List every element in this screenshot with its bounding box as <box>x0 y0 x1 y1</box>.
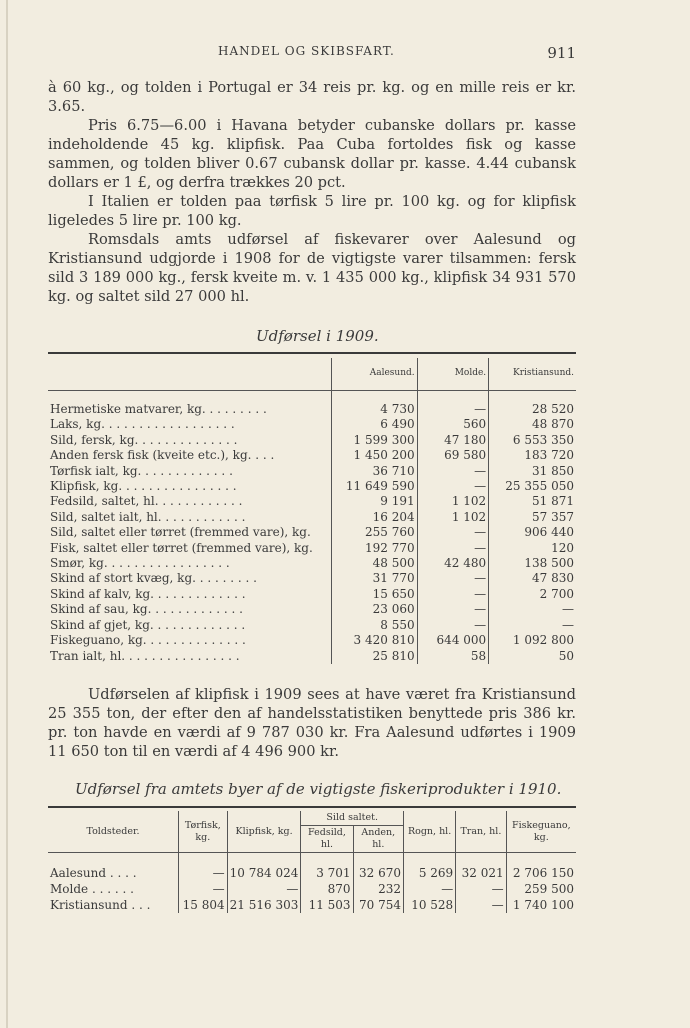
molde-value: 1 102 <box>417 510 489 525</box>
molde-value: — <box>417 479 489 494</box>
aalesund-value: 48 500 <box>331 556 417 571</box>
klipfisk-value: 10 784 024 <box>227 853 301 882</box>
kristiansund-value: 906 440 <box>489 525 576 540</box>
table1-row <box>48 556 576 571</box>
kristiansund-value: 183 720 <box>489 448 576 463</box>
col-sild-saltet: Sild saltet. <box>301 811 404 826</box>
kristiansund-value: 48 870 <box>489 417 576 432</box>
table2-header-row-1 <box>48 811 576 826</box>
molde-value: 1 102 <box>417 494 489 509</box>
molde-value: 560 <box>417 417 489 432</box>
paragraph-4: Romsdals amts udførsel af fiskevarer over Aalesund og Kristiansund udgjorde i 1908 for de vigtigste varer tilsammen: fersk sild 3 189 000 kg., fersk kveite m. v. 1 435 000 kg., klipfisk 34 931 570 kg. og saltet sild 27 000 hl. <box>48 231 576 305</box>
kristiansund-value: 138 500 <box>489 556 576 571</box>
molde-value: 42 480 <box>417 556 489 571</box>
col-kristiansund: Kristiansund. <box>489 358 576 391</box>
row-label: Skind af sau, kg. . . . . . . . . . . . . <box>50 602 243 617</box>
rogn-value: — <box>404 881 456 897</box>
table1-label-header <box>48 358 331 391</box>
anden-value: 232 <box>353 881 403 897</box>
row-label: Sild, saltet ialt, hl. . . . . . . . . . . . <box>50 509 246 524</box>
place-name: Kristiansund . . . <box>50 898 151 912</box>
tran-value: 32 021 <box>456 853 506 882</box>
table1-row <box>48 587 576 602</box>
table1-row <box>48 417 576 432</box>
aalesund-value: 192 770 <box>331 541 417 556</box>
table1-row <box>48 541 576 556</box>
row-label: Klipfisk, kg. . . . . . . . . . . . . . . . <box>50 479 237 494</box>
table2-caption: Udførsel fra amtets byer af de vigtigste fiskeriprodukter i 1910. <box>75 780 562 798</box>
table2-row <box>48 881 576 897</box>
aalesund-value: 4 730 <box>331 391 417 418</box>
aalesund-value: 8 550 <box>331 618 417 633</box>
col-rogn: Rogn, hl. <box>404 811 456 853</box>
page-number: 911 <box>547 44 576 62</box>
rogn-value: 10 528 <box>404 897 456 913</box>
kristiansund-value: 31 850 <box>489 464 576 479</box>
col-toldsteder: Toldsteder. <box>86 825 140 837</box>
row-label: Tran ialt, hl. . . . . . . . . . . . . . . . <box>50 648 240 663</box>
page-edge <box>6 0 8 1028</box>
paragraph-5: Udførselen af klipfisk i 1909 sees at have været fra Kristiansund 25 355 ton, der efter den af handelsstatistiken benyttede pris 386 kr. pr. ton havde en værdi af 9 787 030 kr. Fra Aalesund udførtes i 1909 11 650 ton til en værdi af 4 496 900 kr. <box>48 686 576 760</box>
molde-value: — <box>417 587 489 602</box>
table2-row <box>48 897 576 913</box>
molde-value: — <box>417 618 489 633</box>
kristiansund-value: 1 092 800 <box>489 633 576 648</box>
tran-value: — <box>456 881 506 897</box>
row-label: Fedsild, saltet, hl. . . . . . . . . . . . <box>50 494 243 509</box>
aalesund-value: 23 060 <box>331 602 417 617</box>
klipfisk-value: 21 516 303 <box>227 897 301 913</box>
col-fiskeguano: Fiskeguano, kg. <box>506 811 576 853</box>
kristiansund-value: 57 357 <box>489 510 576 525</box>
export-table-1909 <box>48 358 576 664</box>
aalesund-value: 11 649 590 <box>331 479 417 494</box>
kristiansund-value: — <box>489 602 576 617</box>
table1-row <box>48 448 576 463</box>
table1-row <box>48 618 576 633</box>
col-molde: Molde. <box>417 358 489 391</box>
kristiansund-value: 120 <box>489 541 576 556</box>
aalesund-value: 15 650 <box>331 587 417 602</box>
aalesund-value: 31 770 <box>331 571 417 586</box>
row-label: Skind af gjet, kg. . . . . . . . . . . . . <box>50 617 246 632</box>
fiskeguano-value: 259 500 <box>506 881 576 897</box>
kristiansund-value: — <box>489 618 576 633</box>
place-name: Molde . . . . . . <box>50 882 134 896</box>
row-label: Tørfisk ialt, kg. . . . . . . . . . . . . <box>50 463 233 478</box>
molde-value: — <box>417 571 489 586</box>
paragraph-3: I Italien er tolden paa tørfisk 5 lire pr. 100 kg. og for klipfisk ligeledes 5 lire pr. 100 kg. <box>48 193 576 229</box>
table1-row <box>48 571 576 586</box>
aalesund-value: 3 420 810 <box>331 633 417 648</box>
row-label: Sild, saltet eller tørret (fremmed vare), kg. <box>50 525 311 540</box>
paragraph-2: Pris 6.75—6.00 i Havana betyder cubanske dollars pr. kasse indeholdende 45 kg. klipfisk. Paa Cuba fortoldes fisk og kasse sammen, og tolden bliver 0.67 cubansk dollar pr. kasse. 4.44 cubansk dollars er 1 £, og derfra trækkes 20 pct. <box>48 117 576 191</box>
aalesund-value: 9 191 <box>331 494 417 509</box>
table1-row <box>48 479 576 494</box>
rogn-value: 5 269 <box>404 853 456 882</box>
paragraph-1: à 60 kg., og tolden i Portugal er 34 reis pr. kg. og en mille reis er kr. 3.65. <box>48 79 576 115</box>
table1-row <box>48 464 576 479</box>
molde-value: 69 580 <box>417 448 489 463</box>
row-label: Skind af kalv, kg. . . . . . . . . . . . . <box>50 586 246 601</box>
torfisk-value: — <box>178 881 227 897</box>
klipfisk-text <box>48 685 576 761</box>
fiskeguano-value: 1 740 100 <box>506 897 576 913</box>
intro-text <box>48 78 576 306</box>
fedsild-value: 3 701 <box>301 853 353 882</box>
aalesund-value: 25 810 <box>331 649 417 664</box>
molde-value: 47 180 <box>417 433 489 448</box>
fedsild-value: 870 <box>301 881 353 897</box>
table1-header-row <box>48 358 576 391</box>
aalesund-value: 1 450 200 <box>331 448 417 463</box>
kristiansund-value: 28 520 <box>489 391 576 418</box>
row-label: Laks, kg. . . . . . . . . . . . . . . . . . <box>50 417 235 432</box>
table2-row <box>48 853 576 882</box>
table1-row <box>48 433 576 448</box>
row-label: Hermetiske matvarer, kg. . . . . . . . . <box>50 402 267 416</box>
col-torfisk: Tørfisk, kg. <box>178 811 227 853</box>
molde-value: 58 <box>417 649 489 664</box>
table2-top-rule <box>48 806 576 808</box>
table1-row <box>48 391 576 418</box>
kristiansund-value: 6 553 350 <box>489 433 576 448</box>
col-fedsild: Fedsild, hl. <box>301 826 353 853</box>
col-tran: Tran, hl. <box>456 811 506 853</box>
kristiansund-value: 50 <box>489 649 576 664</box>
molde-value: — <box>417 464 489 479</box>
aalesund-value: 16 204 <box>331 510 417 525</box>
table1-row <box>48 525 576 540</box>
kristiansund-value: 51 871 <box>489 494 576 509</box>
table1-row <box>48 494 576 509</box>
kristiansund-value: 25 355 050 <box>489 479 576 494</box>
place-name: Aalesund . . . . <box>50 866 137 880</box>
table1-row <box>48 602 576 617</box>
table1-row <box>48 633 576 648</box>
aalesund-value: 1 599 300 <box>331 433 417 448</box>
aalesund-value: 36 710 <box>331 464 417 479</box>
anden-value: 70 754 <box>353 897 403 913</box>
row-label: Sild, fersk, kg. . . . . . . . . . . . . . <box>50 432 238 447</box>
kristiansund-value: 47 830 <box>489 571 576 586</box>
molde-value: 644 000 <box>417 633 489 648</box>
aalesund-value: 6 490 <box>331 417 417 432</box>
export-table-1910 <box>48 811 576 913</box>
tran-value: — <box>456 897 506 913</box>
torfisk-value: — <box>178 853 227 882</box>
molde-value: — <box>417 525 489 540</box>
col-klipfisk: Klipfisk, kg. <box>227 811 301 853</box>
row-label: Fiskeguano, kg. . . . . . . . . . . . . . <box>50 633 246 648</box>
table1-row <box>48 649 576 664</box>
torfisk-value: 15 804 <box>178 897 227 913</box>
fedsild-value: 11 503 <box>301 897 353 913</box>
row-label: Skind af stort kvæg, kg. . . . . . . . . <box>50 571 257 586</box>
table1-caption: Udførsel i 1909. <box>256 327 379 345</box>
row-label: Anden fersk fisk (kveite etc.), kg. . . . <box>50 448 275 463</box>
kristiansund-value: 2 700 <box>489 587 576 602</box>
aalesund-value: 255 760 <box>331 525 417 540</box>
anden-value: 32 670 <box>353 853 403 882</box>
klipfisk-value: — <box>227 881 301 897</box>
col-aalesund: Aalesund. <box>331 358 417 391</box>
col-anden: Anden, hl. <box>353 826 403 853</box>
molde-value: — <box>417 391 489 418</box>
table1-row <box>48 510 576 525</box>
fiskeguano-value: 2 706 150 <box>506 853 576 882</box>
molde-value: — <box>417 541 489 556</box>
molde-value: — <box>417 602 489 617</box>
row-label: Smør, kg. . . . . . . . . . . . . . . . . <box>50 556 230 571</box>
header-title: HANDEL OG SKIBSFART. <box>218 44 395 58</box>
table1-top-rule <box>48 352 576 354</box>
row-label: Fisk, saltet eller tørret (fremmed vare), kg. <box>50 540 313 555</box>
